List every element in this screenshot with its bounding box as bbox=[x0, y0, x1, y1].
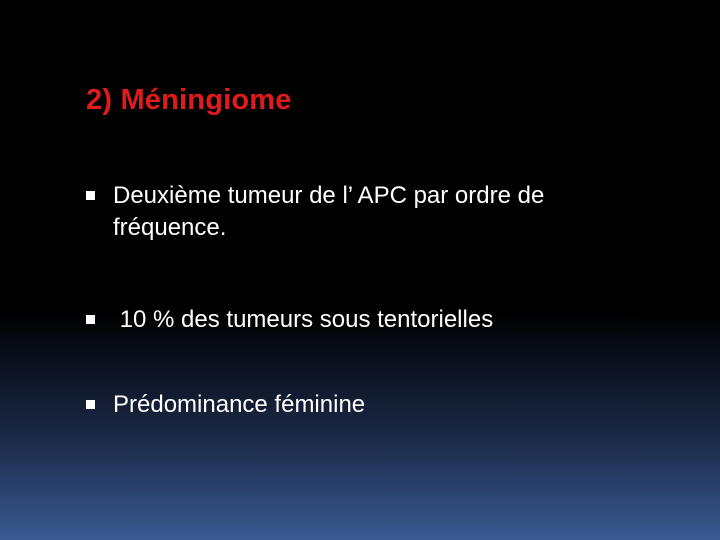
square-bullet-icon bbox=[86, 400, 95, 409]
bullet-item-3 bbox=[86, 389, 646, 421]
square-bullet-icon bbox=[86, 191, 95, 200]
bullet-text: Deuxième tumeur de l’ APC par ordre de fréquence. bbox=[113, 182, 545, 241]
bullet-item-1 bbox=[86, 180, 646, 244]
bullet-text: 10 % des tumeurs sous tentorielles bbox=[113, 306, 494, 333]
bullet-text: Prédominance féminine bbox=[113, 391, 366, 418]
square-bullet-icon bbox=[86, 315, 95, 324]
slide-title: 2) Méningiome bbox=[86, 84, 292, 116]
bullet-item-2 bbox=[86, 304, 646, 336]
